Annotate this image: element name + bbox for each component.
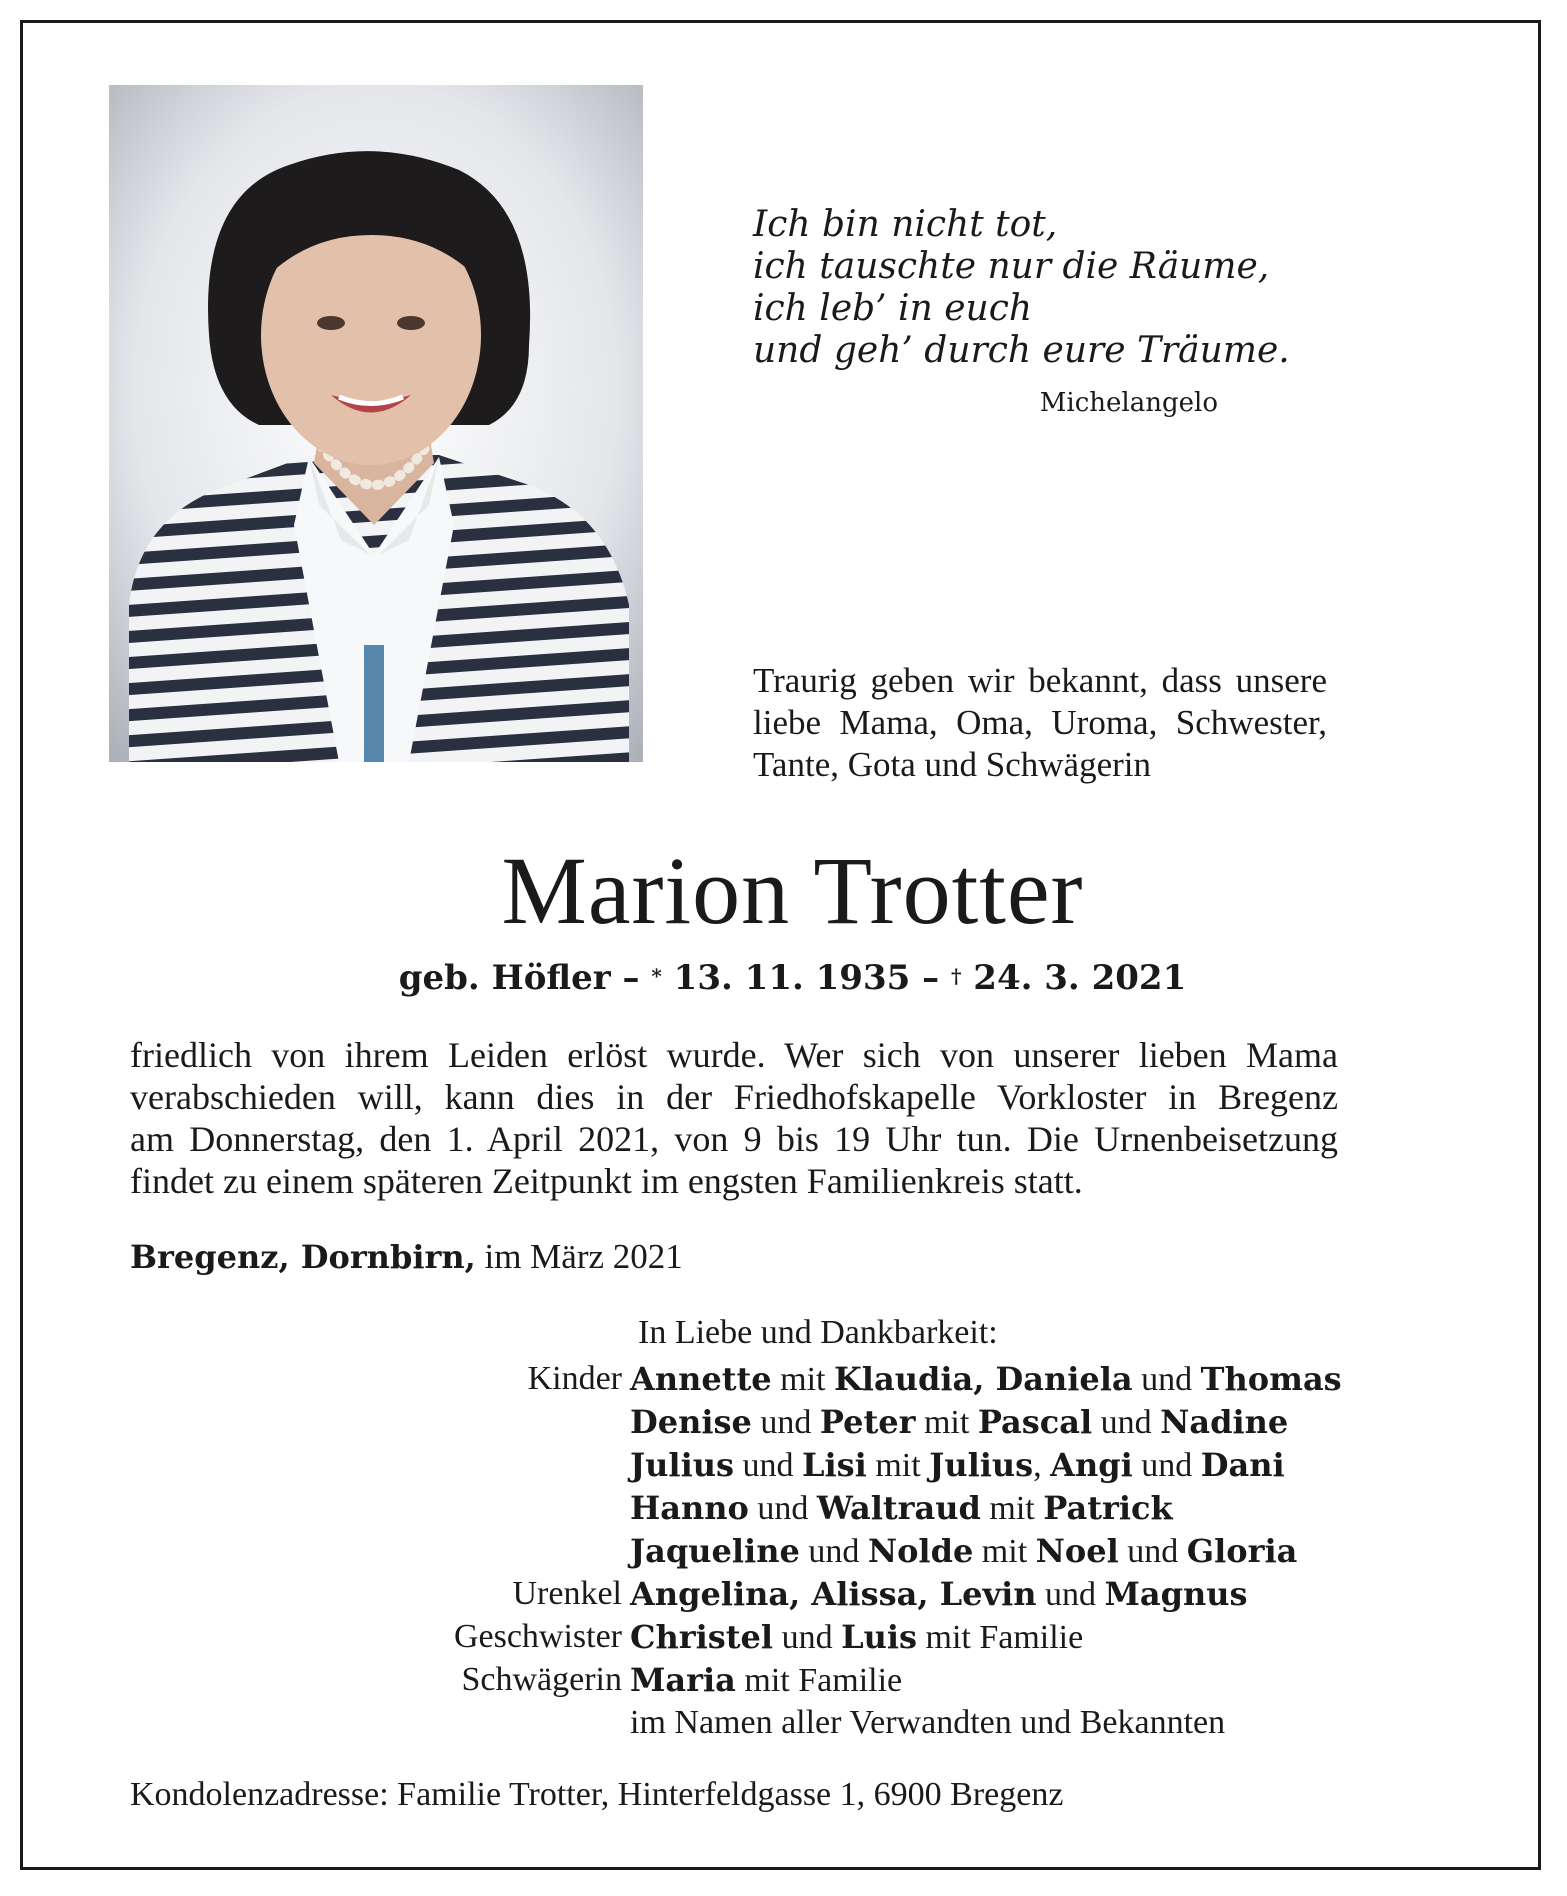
family-connector: und	[773, 1619, 842, 1656]
family-member-name: Julius	[929, 1446, 1034, 1484]
family-member-name: Noel	[1035, 1532, 1119, 1570]
quote-line: ich leb’ in euch	[753, 288, 1033, 329]
family-role	[230, 1530, 630, 1573]
family-member-name: Waltraud	[816, 1489, 981, 1527]
family-connector: und	[1132, 1447, 1201, 1484]
family-member-name: Thomas	[1200, 1360, 1342, 1398]
quote-line: Ich bin nicht tot,	[753, 204, 1058, 245]
family-member-name: Julius	[630, 1446, 734, 1484]
deceased-name: Marion Trotter	[501, 837, 1084, 944]
quote-line: und geh’ durch eure Träume.	[753, 330, 1290, 371]
quote-block	[753, 204, 1290, 372]
family-member-name: Annette	[630, 1360, 772, 1398]
family-connector: und	[748, 1490, 817, 1527]
announcement-line: findet zu einem späteren Zeitpunkt im engsten Familienkreis statt.	[130, 1161, 1083, 1201]
family-connector: mit	[915, 1404, 978, 1441]
family-connector: mit	[771, 1361, 834, 1398]
family-member-name: Dani	[1200, 1446, 1285, 1484]
family-member-name: Nadine	[1160, 1403, 1289, 1441]
portrait-illustration	[109, 85, 643, 762]
intro-line: liebe Mama, Oma, Uroma, Schwester,	[753, 703, 1327, 742]
died-symbol: †	[950, 964, 962, 988]
announcement-line: verabschieden will, kann dies in der Friedhofskapelle Vorkloster in Bregenz	[130, 1077, 1338, 1117]
family-row	[230, 1487, 1430, 1530]
family-connector: und	[1092, 1404, 1161, 1441]
family-member-name: Hanno	[630, 1489, 749, 1527]
family-member-name: Peter	[819, 1403, 916, 1441]
family-role: Geschwister	[453, 1618, 622, 1655]
family-names	[630, 1659, 902, 1702]
thanks-line: In Liebe und Dankbarkeit:	[638, 1314, 998, 1351]
family-row	[230, 1659, 1430, 1702]
family-names	[630, 1401, 1288, 1444]
place-cities: Bregenz, Dornbirn,	[130, 1238, 476, 1276]
family-role: Urenkel	[512, 1575, 622, 1612]
family-row	[230, 1573, 1430, 1616]
family-names	[630, 1616, 1083, 1659]
family-member-name: Klaudia, Daniela	[833, 1360, 1133, 1398]
maiden-name: geb. Höfler	[398, 958, 611, 998]
family-member-name: Lisi	[802, 1446, 867, 1484]
family-member-name: Denise	[630, 1403, 752, 1441]
birth-death-dates: geb. Höfler – * 13. 11. 1935 – † 24. 3. 2021	[398, 958, 1187, 998]
family-connector: mit	[866, 1447, 930, 1484]
family-role: Schwägerin	[461, 1661, 622, 1698]
family-row	[230, 1401, 1430, 1444]
family-names	[630, 1444, 1285, 1487]
family-names	[630, 1530, 1297, 1573]
family-role	[230, 1444, 630, 1487]
family-connector: und	[1036, 1576, 1105, 1613]
death-date: 24. 3. 2021	[973, 958, 1187, 998]
quote-author: Michelangelo	[1039, 388, 1218, 418]
family-member-name: Nolde	[867, 1532, 974, 1570]
announcement-line: friedlich von ihrem Leiden erlöst wurde. Wer sich von unserer lieben Mama	[130, 1035, 1338, 1075]
family-connector: und	[1132, 1361, 1201, 1398]
family-member-name: Angi	[1050, 1446, 1133, 1484]
family-connector: mit	[980, 1490, 1044, 1527]
family-role	[230, 1487, 630, 1530]
family-connector: und	[751, 1404, 820, 1441]
family-role	[230, 1702, 630, 1744]
family-names: im Namen aller Verwandten und Bekannten	[630, 1704, 1226, 1741]
family-member-name: Pascal	[977, 1403, 1093, 1441]
family-list	[230, 1358, 1430, 1744]
intro-line: Tante, Gota und Schwägerin	[753, 745, 1151, 784]
born-symbol: *	[651, 964, 662, 988]
place-date	[130, 1236, 683, 1278]
family-names	[630, 1573, 1248, 1616]
family-row	[230, 1444, 1430, 1487]
family-connector: und	[799, 1533, 868, 1570]
family-member-name: Christel	[630, 1618, 774, 1656]
family-member-name: Patrick	[1043, 1489, 1173, 1527]
family-connector: mit Familie	[917, 1619, 1084, 1656]
condolence-address: Kondolenzadresse: Familie Trotter, Hinterfeldgasse 1, 6900 Bregenz	[130, 1776, 1064, 1813]
birth-date: 13. 11. 1935	[673, 958, 911, 998]
announcement-text	[130, 1034, 1338, 1202]
family-connector: und	[734, 1447, 802, 1484]
family-row	[230, 1358, 1430, 1401]
family-connector: mit	[973, 1533, 1036, 1570]
family-connector: mit Familie	[735, 1662, 903, 1699]
family-names	[630, 1487, 1173, 1530]
family-member-name: Luis	[841, 1618, 917, 1656]
intro-text	[753, 660, 1327, 786]
family-row	[230, 1616, 1430, 1659]
family-member-name: Magnus	[1104, 1575, 1248, 1613]
family-row	[230, 1530, 1430, 1573]
family-names	[630, 1358, 1342, 1401]
family-member-name: Angelina, Alissa, Levin	[630, 1575, 1037, 1613]
announcement-line: am Donnerstag, den 1. April 2021, von 9 bis 19 Uhr tun. Die Urnenbeisetzung	[130, 1119, 1338, 1159]
family-connector: ,	[1033, 1447, 1051, 1484]
family-member-name: Maria	[630, 1661, 736, 1699]
family-member-name: Gloria	[1186, 1532, 1298, 1570]
intro-line: Traurig geben wir bekannt, dass unsere	[753, 661, 1327, 700]
place-month: im März 2021	[484, 1237, 683, 1276]
quote-line: ich tauschte nur die Räume,	[753, 246, 1270, 287]
family-row	[230, 1702, 1430, 1744]
family-member-name: Jaqueline	[630, 1532, 800, 1570]
portrait-photo	[109, 85, 643, 762]
family-role	[230, 1401, 630, 1444]
family-connector: und	[1118, 1533, 1187, 1570]
family-role: Kinder	[527, 1360, 622, 1397]
